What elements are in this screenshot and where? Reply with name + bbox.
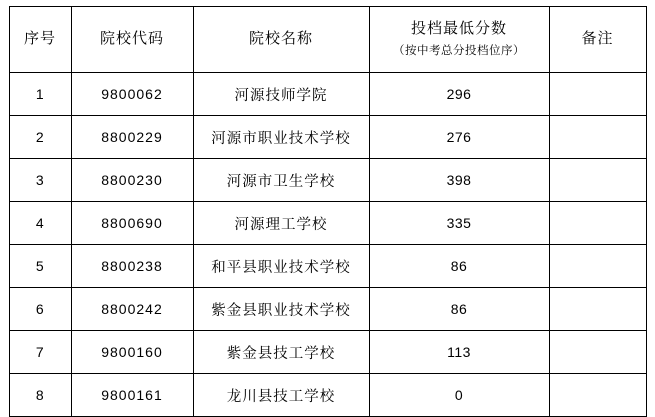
cell-name: 紫金县职业技术学校 xyxy=(193,288,369,331)
cell-code: 9800160 xyxy=(71,331,193,374)
table-row xyxy=(9,374,646,417)
cell-index: 5 xyxy=(9,245,71,288)
column-header-score-sub: （按中考总分投档位序） xyxy=(393,45,525,58)
cell-remark xyxy=(549,116,646,159)
cell-index: 4 xyxy=(9,202,71,245)
cell-score: 0 xyxy=(369,374,549,417)
cell-remark xyxy=(549,73,646,116)
cell-name: 河源理工学校 xyxy=(193,202,369,245)
cell-remark xyxy=(549,245,646,288)
cell-index: 7 xyxy=(9,331,71,374)
cell-index: 6 xyxy=(9,288,71,331)
cell-score: 335 xyxy=(369,202,549,245)
cell-name: 龙川县技工学校 xyxy=(193,374,369,417)
cell-score: 276 xyxy=(369,116,549,159)
cell-remark xyxy=(549,331,646,374)
cell-code: 9800161 xyxy=(71,374,193,417)
cell-code: 8800230 xyxy=(71,159,193,202)
table-row xyxy=(9,116,646,159)
column-header-remark: 备注 xyxy=(549,7,646,73)
cell-index: 8 xyxy=(9,374,71,417)
school-score-table xyxy=(9,6,647,417)
cell-name: 和平县职业技术学校 xyxy=(193,245,369,288)
table-header xyxy=(9,7,646,73)
cell-remark xyxy=(549,202,646,245)
table-row xyxy=(9,202,646,245)
column-header-name: 院校名称 xyxy=(193,7,369,73)
cell-score: 86 xyxy=(369,288,549,331)
table-row xyxy=(9,288,646,331)
table-header-row xyxy=(9,7,646,73)
cell-score: 113 xyxy=(369,331,549,374)
cell-name: 紫金县技工学校 xyxy=(193,331,369,374)
cell-score: 398 xyxy=(369,159,549,202)
column-header-score xyxy=(369,7,549,73)
cell-remark xyxy=(549,374,646,417)
cell-score: 296 xyxy=(369,73,549,116)
cell-name: 河源市卫生学校 xyxy=(193,159,369,202)
cell-code: 8800242 xyxy=(71,288,193,331)
column-header-code: 院校代码 xyxy=(71,7,193,73)
table-row xyxy=(9,73,646,116)
cell-index: 1 xyxy=(9,73,71,116)
cell-remark xyxy=(549,159,646,202)
table-row xyxy=(9,245,646,288)
cell-index: 3 xyxy=(9,159,71,202)
table-row xyxy=(9,159,646,202)
cell-code: 8800238 xyxy=(71,245,193,288)
column-header-index: 序号 xyxy=(9,7,71,73)
cell-code: 9800062 xyxy=(71,73,193,116)
column-header-score-main: 投档最低分数 xyxy=(410,20,507,38)
cell-score: 86 xyxy=(369,245,549,288)
cell-name: 河源市职业技术学校 xyxy=(193,116,369,159)
cell-remark xyxy=(549,288,646,331)
cell-name: 河源技师学院 xyxy=(193,73,369,116)
table-row xyxy=(9,331,646,374)
cell-index: 2 xyxy=(9,116,71,159)
cell-code: 8800229 xyxy=(71,116,193,159)
table-body xyxy=(9,73,646,417)
cell-code: 8800690 xyxy=(71,202,193,245)
